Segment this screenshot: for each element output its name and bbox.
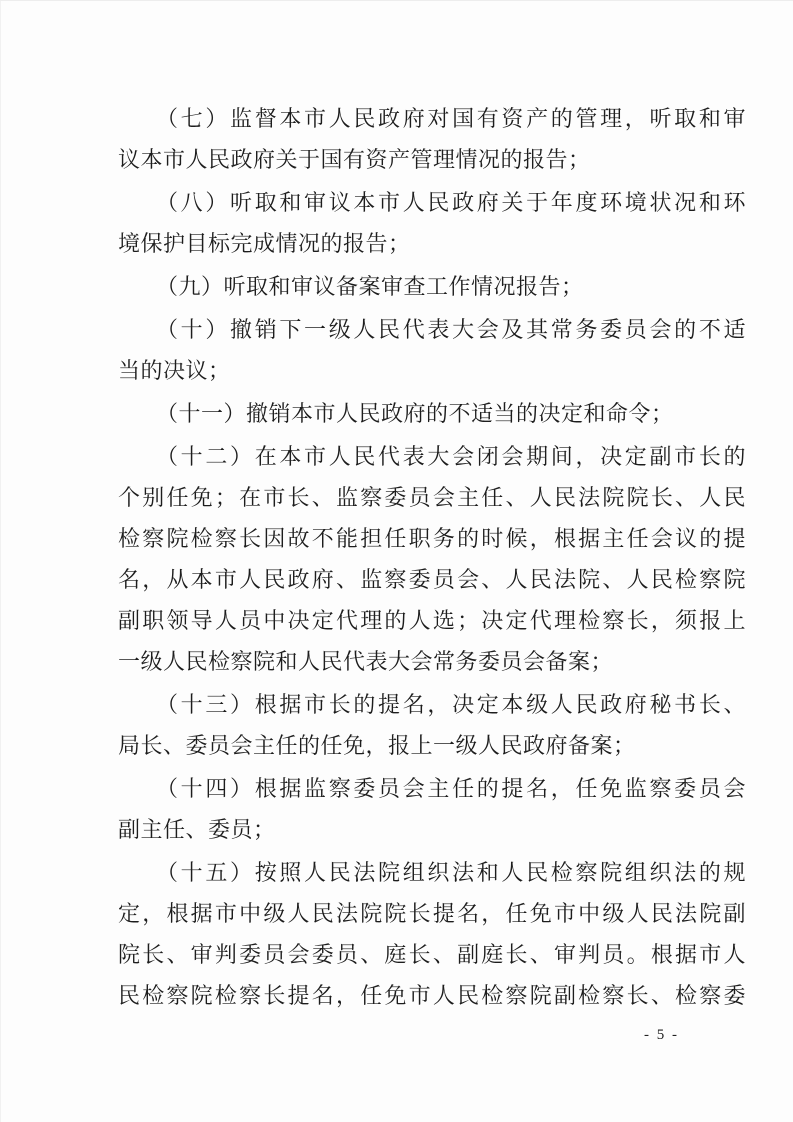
page-number: - 5 - xyxy=(644,1027,679,1043)
text-line: 局长、委员会主任的任免，报上一级人民政府备案； xyxy=(118,733,636,758)
paragraph-item-fifteen xyxy=(118,852,746,1016)
text-line: （九）听取和审议备案审查工作情况报告； xyxy=(156,274,584,299)
text-line: （十五）按照人民法院组织法和人民检察院组织法的规 xyxy=(156,860,746,885)
paragraph-item-twelve xyxy=(118,436,746,682)
paragraph-item-eleven xyxy=(118,393,746,434)
text-line: （十三）根据市长的提名，决定本级人民政府秘书长、 xyxy=(156,692,746,717)
paragraph-item-eight xyxy=(118,182,746,264)
text-line: 定，根据市中级人民法院院长提名，任免市中级人民法院副 xyxy=(118,901,746,926)
text-line: （十二）在本市人民代表大会闭会期间，决定副市长的 xyxy=(156,444,746,469)
paragraph-item-seven xyxy=(118,98,746,180)
text-line: 当的决议； xyxy=(118,358,231,383)
document-body xyxy=(118,98,746,1018)
text-line: 民检察院检察长提名，任免市人民检察院副检察长、检察委 xyxy=(118,983,746,1008)
text-line: 名，从本市人民政府、监察委员会、人民法院、人民检察院 xyxy=(118,567,746,592)
text-line: （八）听取和审议本市人民政府关于年度环境状况和环 xyxy=(156,190,746,215)
text-line: （十）撤销下一级人民代表大会及其常务委员会的不适 xyxy=(156,317,746,342)
text-line: 议本市人民政府关于国有资产管理情况的报告； xyxy=(118,147,591,172)
paragraph-item-fourteen xyxy=(118,768,746,850)
text-line: （十四）根据监察委员会主任的提名，任免监察委员会 xyxy=(156,776,746,801)
text-line: （七）监督本市人民政府对国有资产的管理，听取和审 xyxy=(156,106,746,131)
text-line: 境保护目标完成情况的报告； xyxy=(118,231,411,256)
text-line: 院长、审判委员会委员、庭长、副庭长、审判员。根据市人 xyxy=(118,942,746,967)
text-line: 检察院检察长因故不能担任职务的时候，根据主任会议的提 xyxy=(118,526,746,551)
paragraph-item-thirteen xyxy=(118,684,746,766)
text-line: 副职领导人员中决定代理的人选；决定代理检察长，须报上 xyxy=(118,608,746,633)
text-line: 副主任、委员； xyxy=(118,817,276,842)
text-line: （十一）撤销本市人民政府的不适当的决定和命令； xyxy=(156,401,674,426)
paragraph-item-ten xyxy=(118,309,746,391)
text-line: 个别任免；在市长、监察委员会主任、人民法院院长、人民 xyxy=(118,485,746,510)
text-line: 一级人民检察院和人民代表大会常务委员会备案； xyxy=(118,649,614,674)
paragraph-item-nine xyxy=(118,266,746,307)
